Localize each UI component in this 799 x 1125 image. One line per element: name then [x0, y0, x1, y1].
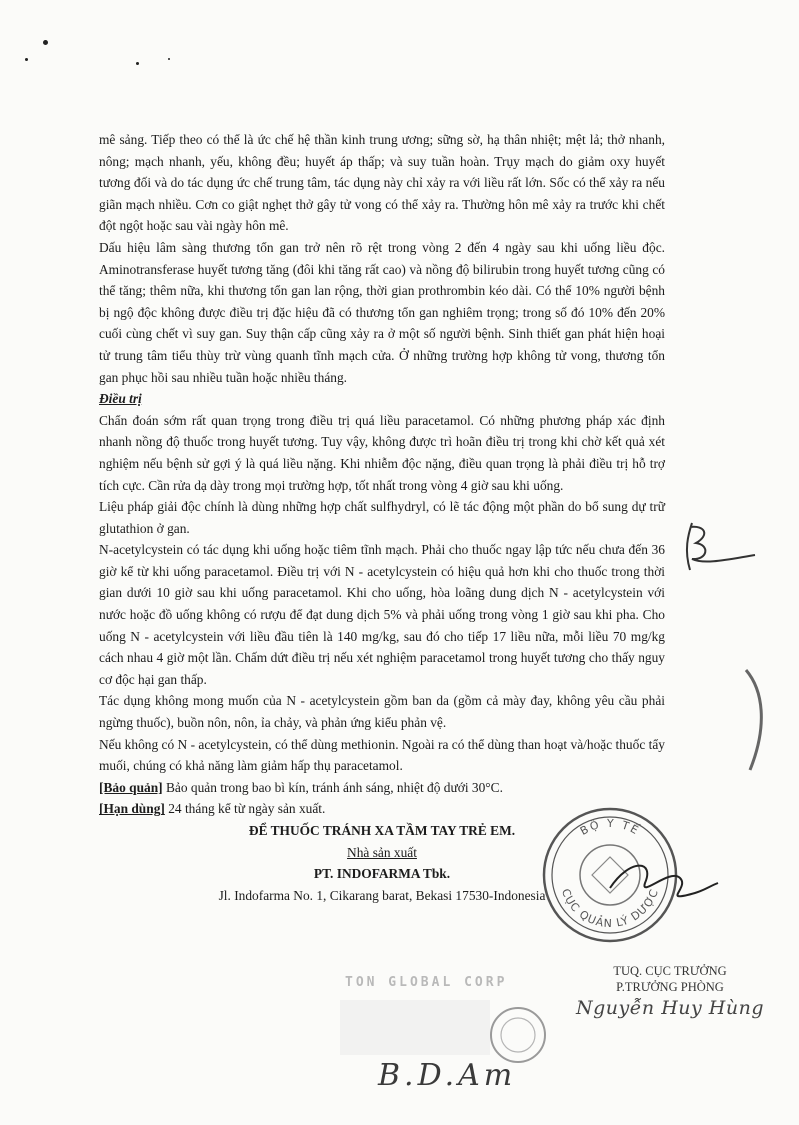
- approval-title-1: TUQ. CỤC TRƯỞNG: [613, 964, 727, 978]
- scan-speck: [168, 58, 170, 60]
- child-warning: ĐỂ THUỐC TRÁNH XA TẦM TAY TRẺ EM.: [248, 823, 516, 838]
- scan-speck: [43, 40, 48, 45]
- paragraph-treatment-3: N-acetylcystein có tác dụng khi uống hoặc tiêm tĩnh mạch. Phải cho thuốc ngay lập tức nếu chưa đến 36 giờ kể từ khi uống paracetamol. Điều trị với N - acetylcystein có hiệu quả hơn khi cho thuốc trong thời gian dưới 10 giờ sau khi uống paracetamol. Khi cho uống, hòa loãng dung dịch N - acetylcystein với nước hoặc đồ uống không có rượu để đạt dung dịch 5% và phải uống trong vòng 1 giờ sau khi pha. Cho uống N - acetylcystein với liều đầu tiên là 140 mg/kg, sau đó cho tiếp 17 liều nữa, mỗi liều 70 mg/kg cách nhau 4 giờ một lần. Chấm dứt điều trị nếu xét nghiệm paracetamol trong huyết tương cho thấy nguy cơ độc hại gan thấp.: [99, 542, 665, 687]
- expiry-label: [Hạn dùng]: [99, 801, 165, 817]
- section-heading-treatment: Điều trị: [99, 391, 142, 407]
- faded-company-stamp: TON GLOBAL CORP: [345, 975, 508, 990]
- storage-label: [Bảo quản]: [99, 779, 163, 795]
- margin-initials-mark: [670, 515, 760, 585]
- manufacturer-label: Nhà sản xuất: [347, 844, 417, 860]
- paragraph-liver-damage: Dấu hiệu lâm sàng thương tổn gan trở nên rõ rệt trong vòng 2 đến 4 ngày sau khi uống liều độc. Aminotransferase huyết tương tăng (đôi khi tăng rất cao) và nồng độ bilirubin trong huyết tương cũng có thể tăng; thêm nữa, khi thương tổn gan lan rộng, thời gian prothrombin kéo dài. Có thể 10% người bệnh bị ngộ độc không được điều trị đặc hiệu đã có thương tổn gan nghiêm trọng; trong số đó 10% đến 20% cuối cùng chết vì suy gan. Suy thận cấp cũng xảy ra ở một số người bệnh. Sinh thiết gan phát hiện hoại tử trung tâm tiểu thùy trừ vùng quanh tĩnh mạch cửa. Ở những trường hợp không tử vong, thương tổn gan phục hồi sau nhiều tuần hoặc nhiều tháng.: [99, 239, 665, 385]
- paragraph-overdose-symptoms: mê sảng. Tiếp theo có thể là ức chế hệ thần kinh trung ương; sững sờ, hạ thân nhiệt; mệt lả; thở nhanh, nông; mạch nhanh, yếu, không đều; huyết áp thấp; và suy tuần hoàn. Trụy mạch do giảm oxy huyết tương đối và do tác dụng ức chế trung tâm, tác dụng này chỉ xảy ra với liều rất lớn. Sốc có thể xảy ra nếu giãn mạch nhiều. Cơn co giật nghẹt thở gây tử vong có thể xảy ra. Thường hôn mê xảy ra trước khi chết đột ngột hoặc sau vài ngày hôn mê.: [99, 132, 665, 234]
- manufacturer-name: PT. INDOFARMA Tbk.: [313, 866, 451, 882]
- signature-scribble: [600, 848, 720, 918]
- expiry-text: 24 tháng kể từ ngày sản xuất.: [164, 801, 326, 817]
- approval-title-2: P.TRƯỞNG PHÒNG: [616, 980, 724, 994]
- handwritten-initials: B.D.Am: [378, 1058, 517, 1093]
- paragraph-treatment-2: Liệu pháp giải độc chính là dùng những hợp chất sulfhydryl, có lẽ tác động một phần do bổ sung dự trữ glutathion ở gan.: [99, 499, 665, 536]
- document-body: [99, 129, 665, 906]
- storage-text: Bảo quản trong bao bì kín, tránh ánh sáng, nhiệt độ dưới 30°C.: [162, 779, 503, 795]
- stamp-bottom-text: CỤC QUẢN LÝ DƯỢC: [558, 887, 662, 931]
- scan-speck: [136, 62, 139, 65]
- scan-speck: [25, 58, 28, 61]
- manufacturer-address: Jl. Indofarma No. 1, Cikarang barat, Bekasi 17530-Indonesia: [218, 887, 546, 903]
- edge-stamp-fragment: [738, 665, 778, 775]
- faded-blur-patch: [340, 1000, 490, 1055]
- storage-line: [99, 777, 665, 799]
- stamp-top-text: BỘ Y TẾ: [577, 816, 643, 838]
- paragraph-treatment-1: Chẩn đoán sớm rất quan trọng trong điều trị quá liều paracetamol. Có những phương pháp xác định nhanh nồng độ thuốc trong huyết tương. Tuy vậy, không được trì hoãn điều trị trong khi chờ kết quả xét nghiệm nếu bệnh sử gợi ý là quá liều nặng. Khi nhiễm độc nặng, điều quan trọng là phải điều trị hỗ trợ tích cực. Cần rửa dạ dày trong mọi trường hợp, tốt nhất trong vòng 4 giờ sau khi uống.: [99, 412, 665, 493]
- approval-block: [570, 963, 770, 1019]
- paragraph-treatment-4: Tác dụng không mong muốn của N - acetylcystein gồm ban da (gồm cả mày đay, không yêu cầu phải ngừng thuốc), buồn nôn, nôn, ỉa chảy, và phản ứng kiểu phản vệ.: [99, 693, 665, 731]
- signer-name: Nguyễn Huy Hùng: [575, 997, 764, 1019]
- paragraph-treatment-5: Nếu không có N - acetylcystein, có thể dùng methionin. Ngoài ra có thể dùng than hoạt và/hoặc thuốc tẩy muối, chúng có khả năng làm giảm hấp thụ paracetamol.: [99, 736, 665, 774]
- svg-text:BỘ Y TẾ: [578, 817, 643, 838]
- faded-round-stamp: [488, 1005, 548, 1065]
